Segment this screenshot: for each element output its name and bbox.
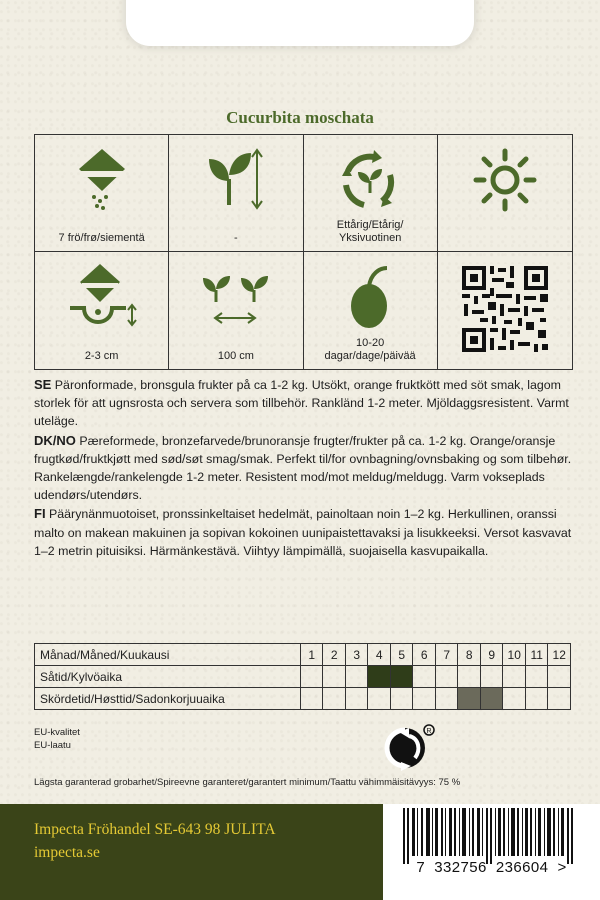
sowing-row (35, 666, 571, 688)
month-4: 4 (368, 644, 391, 666)
sowing-label: Såtid/Kylvöaika (35, 666, 301, 688)
calendar-header-row (35, 644, 571, 666)
month-12: 12 (548, 644, 571, 666)
month-7: 7 (435, 644, 458, 666)
sowing-month-7 (435, 666, 458, 688)
description-dkno (34, 432, 574, 505)
latin-name: Cucurbita moschata (226, 108, 374, 127)
info-icon-grid (34, 134, 573, 370)
life-cycle-cell (304, 135, 438, 252)
svg-text:R: R (426, 728, 432, 735)
lang-code-se: SE (34, 377, 52, 392)
barcode-number: 7 332756 236604 > (416, 859, 567, 876)
sun-exposure-cell (438, 135, 572, 252)
eu-quality-note (34, 726, 80, 752)
growing-calendar (34, 643, 571, 710)
sowing-month-1 (300, 666, 323, 688)
month-6: 6 (413, 644, 436, 666)
description-se-text: Päronformade, bronsgula frukter på ca 1-2 kg. Utsökt, orange fruktkött med söt smak, lagom storlek för att ugnsrosta och servera som tillbehör. Rankländ 1-2 meter. Mjöldaggsresistent. Varmt uteläge. (34, 378, 569, 429)
germination-guarantee: Lägsta garanterad grobarhet/Spireevne garanteret/garantert minimum/Taattu vähimmäisitävyys: 75 % (34, 777, 461, 788)
plant-height-icon (201, 145, 271, 217)
sowing-depth-label: 2-3 cm (84, 350, 119, 362)
sowing-month-3 (345, 666, 368, 688)
month-11: 11 (525, 644, 548, 666)
month-3: 3 (345, 644, 368, 666)
sowing-month-2 (323, 666, 346, 688)
sowing-month-6 (413, 666, 436, 688)
company-website[interactable]: impecta.se (34, 844, 100, 861)
barcode-bars-icon (383, 808, 600, 864)
lang-code-dkno: DK/NO (34, 432, 76, 448)
month-5: 5 (390, 644, 413, 666)
harvest-month-2 (323, 688, 346, 710)
seed-packet-icon (67, 145, 137, 215)
description-fi (34, 505, 574, 560)
qr-code-icon[interactable] (460, 264, 550, 354)
harvest-month-3 (345, 688, 368, 710)
sun-icon (470, 145, 540, 215)
harvest-label: Skördetid/Høsttid/Sadonkorjuuaika (35, 688, 301, 710)
harvest-month-8 (458, 688, 481, 710)
plant-height-cell (169, 135, 303, 252)
germination-label: 10-20 dagar/dage/päivää (324, 337, 416, 362)
sowing-month-8 (458, 666, 481, 688)
qr-code-cell (438, 252, 572, 369)
barcode (383, 804, 600, 900)
germination-icon (335, 262, 405, 334)
plant-spacing-label: 100 cm (217, 350, 254, 362)
harvest-month-5 (390, 688, 413, 710)
sowing-month-9 (480, 666, 503, 688)
plant-spacing-cell (169, 252, 303, 369)
harvest-month-1 (300, 688, 323, 710)
sowing-month-12 (548, 666, 571, 688)
plant-height-label: - (234, 232, 238, 244)
harvest-month-9 (480, 688, 503, 710)
description-se (34, 376, 574, 431)
harvest-month-11 (525, 688, 548, 710)
harvest-month-6 (413, 688, 436, 710)
sowing-month-4 (368, 666, 391, 688)
sowing-month-11 (525, 666, 548, 688)
sowing-depth-icon (62, 262, 142, 334)
description-dkno-text: Pæreformede, bronzefarvede/brunoransje frugter/frukter på ca. 1-2 kg. Orange/oransje frugtkød/fruktkjøtt med sød/søt smag/smak. Perfekt til/for ovnbagning/ovnsbaking og som tilbehør. Rankelængde/rankelengde 1-2 meter. Resistent mod/mot meldug/meldugg. Varm vokseplads udendørs/utendørs. (34, 433, 572, 503)
harvest-month-10 (503, 688, 526, 710)
germination-cell (304, 252, 438, 369)
eu-quality-fi: EU-laatu (34, 740, 71, 751)
month-9: 9 (480, 644, 503, 666)
seed-count-label: 7 frö/frø/siementä (58, 232, 145, 244)
description-fi-text: Päärynänmuotoiset, pronssinkeltaiset hedelmät, painoltaan noin 1–2 kg. Herkullinen, oranssi malto on makean makuinen ja sopivan kokoinen uunipaistettavaksi ja lisukkeeksi. Versot kasvavat 1–2 metrin pituisiksi. Härmänkestävä. Viihtyy lämpimällä, suojaisella kasvupaikalla. (34, 507, 572, 558)
green-dot-recycling-icon (379, 722, 439, 772)
harvest-month-4 (368, 688, 391, 710)
month-1: 1 (300, 644, 323, 666)
sowing-month-10 (503, 666, 526, 688)
description-block (34, 376, 574, 561)
sowing-depth-cell (35, 252, 169, 369)
harvest-month-12 (548, 688, 571, 710)
month-8: 8 (458, 644, 481, 666)
company-info (34, 818, 276, 864)
life-cycle-label: Ettårig/Etårig/ Yksivuotinen (336, 219, 404, 244)
annual-cycle-icon (334, 145, 406, 217)
month-2: 2 (323, 644, 346, 666)
eu-quality-se: EU-kvalitet (34, 727, 80, 738)
company-address: Impecta Fröhandel SE-643 98 JULITA (34, 821, 276, 838)
calendar-header-label: Månad/Måned/Kuukausi (35, 644, 301, 666)
harvest-month-7 (435, 688, 458, 710)
month-10: 10 (503, 644, 526, 666)
seed-count-cell (35, 135, 169, 252)
sowing-month-5 (390, 666, 413, 688)
lang-code-fi: FI (34, 506, 46, 522)
plant-spacing-icon (198, 262, 274, 334)
harvest-row (35, 688, 571, 710)
hang-tab (126, 0, 474, 46)
